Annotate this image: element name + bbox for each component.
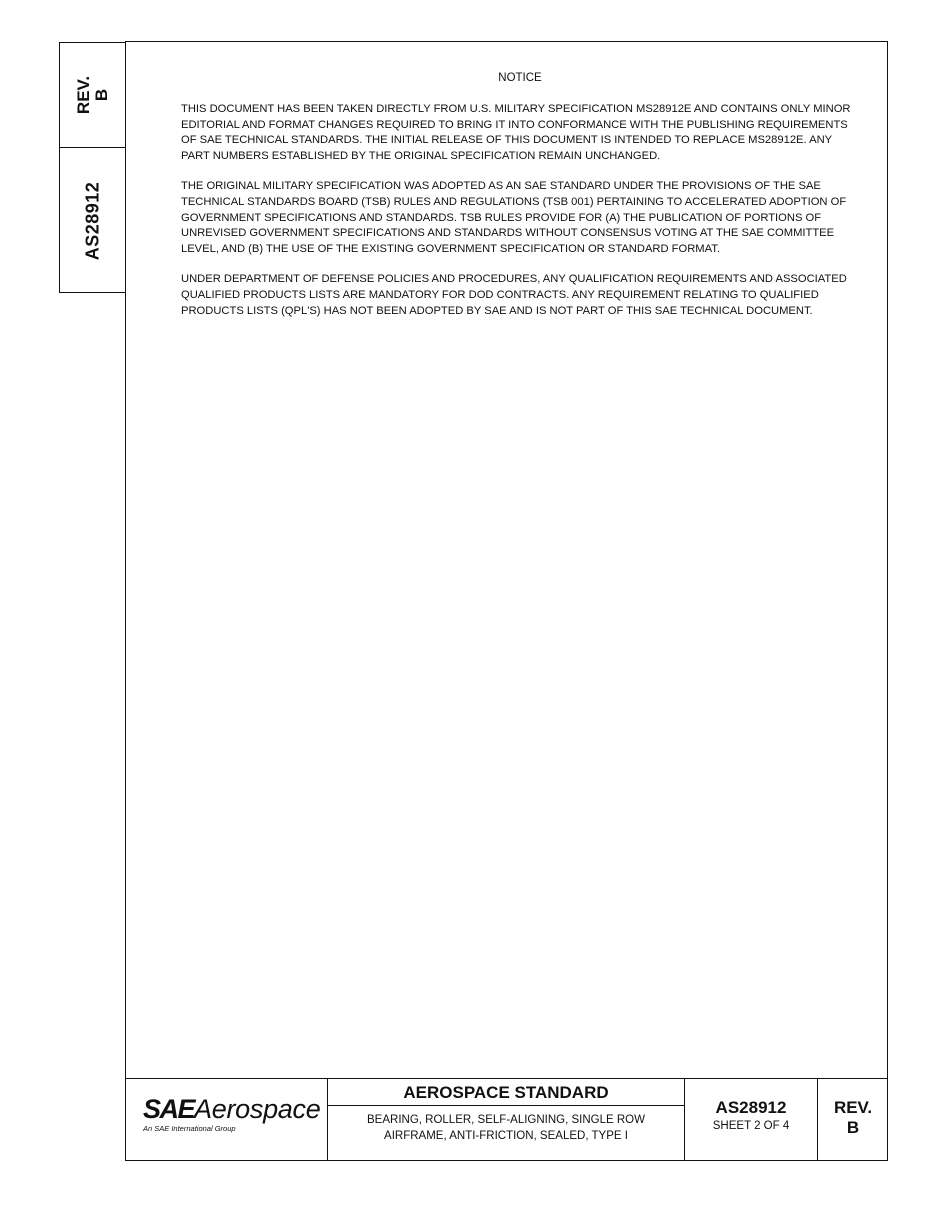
standard-description xyxy=(328,1113,684,1144)
side-rev-label: REV. xyxy=(74,75,93,115)
standard-heading: AEROSPACE STANDARD xyxy=(328,1079,684,1106)
notice-paragraph: THE ORIGINAL MILITARY SPECIFICATION WAS ADOPTED AS AN SAE STANDARD UNDER THE PROVISIONS OF THE SAE TECHNICAL STANDARDS BOARD (TSB) RULES AND REGULATIONS (TSB 001) PERTAINING TO ACCELERATED ADOPTION OF GOVERNMENT SPECIFICATIONS AND STANDARDS. TSB RULES PROVIDE FOR (A) THE PUBLICATION OF PORTIONS OF UNREVISED GOVERNMENT SPECIFICATIONS AND STANDARDS WITHOUT CONSENSUS VOTING AT THE SAE COMMITTEE LEVEL, AND (B) THE USE OF THE EXISTING GOVERNMENT SPECIFICATION OR STANDARD FORMAT. xyxy=(181,180,847,255)
rev-value: B xyxy=(846,1118,860,1137)
notice-body xyxy=(181,102,861,334)
side-revision-box xyxy=(60,43,126,148)
revision-label xyxy=(818,1098,888,1138)
notice-paragraph: THIS DOCUMENT HAS BEEN TAKEN DIRECTLY FROM U.S. MILITARY SPECIFICATION MS28912E AND CONTAINS ONLY MINOR EDITORIAL AND FORMAT CHANGES REQUIRED TO BRING IT INTO CONFORMANCE WITH THE PUBLISHING REQUIREMENTS OF SAE TECHNICAL STANDARDS. THE INITIAL RELEASE OF THIS DOCUMENT IS INTENDED TO REPLACE MS28912E. ANY PART NUMBERS ESTABLISHED BY THE ORIGINAL SPECIFICATION REMAIN UNCHANGED. xyxy=(181,103,851,162)
title-block-document-cell xyxy=(685,1079,818,1161)
title-block xyxy=(125,1078,888,1161)
logo-aerospace-text: Aerospace xyxy=(194,1094,321,1124)
side-document-number: AS28912 xyxy=(82,181,103,261)
rev-label: REV. xyxy=(833,1098,873,1117)
logo-tagline: An SAE International Group xyxy=(143,1124,236,1133)
logo-sae-text: SAE xyxy=(143,1094,195,1124)
side-document-number-box xyxy=(60,148,126,294)
document-number: AS28912 xyxy=(715,1098,787,1117)
side-rev-value: B xyxy=(92,88,111,102)
description-line-1: BEARING, ROLLER, SELF-ALIGNING, SINGLE ROW xyxy=(367,1114,645,1126)
description-line-2: AIRFRAME, ANTI-FRICTION, SEALED, TYPE I xyxy=(384,1129,628,1142)
title-block-title-cell xyxy=(328,1079,685,1161)
sae-aerospace-logo xyxy=(143,1095,320,1133)
title-block-revision-cell xyxy=(818,1079,888,1161)
notice-title: NOTICE xyxy=(498,72,542,84)
sheet-number: SHEET 2 OF 4 xyxy=(712,1120,790,1132)
title-block-logo-cell xyxy=(125,1079,328,1161)
side-revision-label xyxy=(75,76,111,114)
side-tab xyxy=(59,42,126,293)
notice-paragraph: UNDER DEPARTMENT OF DEFENSE POLICIES AND PROCEDURES, ANY QUALIFICATION REQUIREMENTS AND ASSOCIATED QUALIFIED PRODUCTS LISTS ARE MANDATORY FOR DOD CONTRACTS. ANY REQUIREMENT RELATING TO QUALIFIED PRODUCTS LISTS (QPL'S) HAS NOT BEEN ADOPTED BY SAE AND IS NOT PART OF THIS SAE TECHNICAL DOCUMENT. xyxy=(181,273,847,317)
